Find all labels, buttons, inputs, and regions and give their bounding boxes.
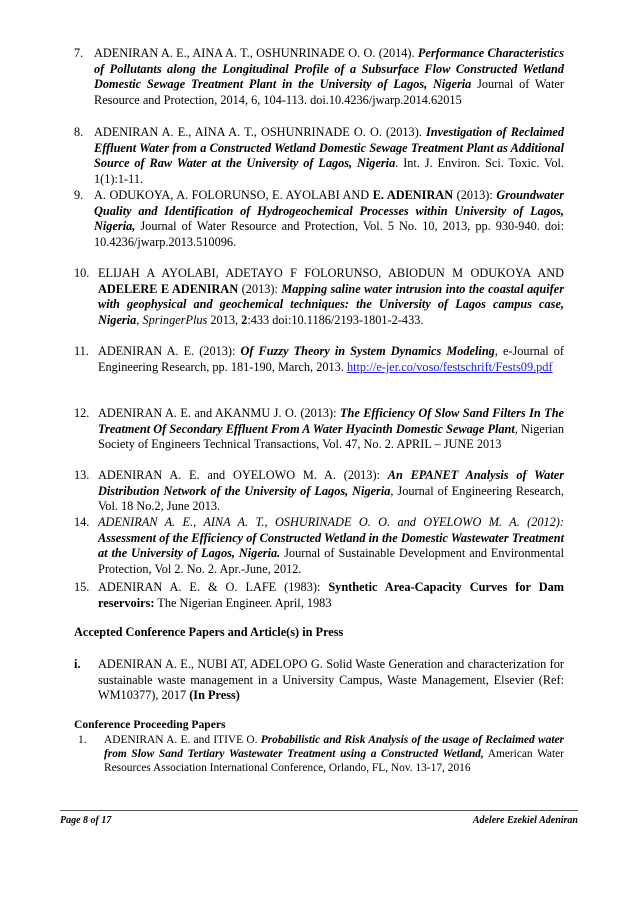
entry-doi: :433 doi:10.1186/2193-1801-2-433.: [247, 312, 424, 327]
entry-citation: , Journal of Engineering Research, Vol. 18 No.2, June 2013.: [98, 483, 564, 514]
entry-authors: ADENIRAN A. E. and AKANMU J. O. (2013):: [98, 406, 340, 420]
entry-citation: . Int. J. Environ. Sci. Toxic. Vol. 1(1):1-11.: [94, 156, 564, 186]
entry-number: 8.: [74, 125, 84, 139]
entry-authors: ADENIRAN A. E., AINA A. T., OSHUNRINADE O. O. (2014).: [94, 46, 418, 60]
conference-authors: ADENIRAN A. E. and ITIVE O.: [104, 734, 261, 746]
conference-papers-heading: Conference Proceeding Papers: [74, 718, 226, 731]
conference-title: Probabilistic and Risk Analysis of the usage of Reclaimed water from Slow Sand Tertiary Wastewater Treatment using a Constructed Wetland,: [104, 734, 564, 761]
entry-volume: 2: [241, 312, 248, 327]
publication-entry-8: [74, 125, 564, 187]
entry-citation: The Nigerian Engineer. April, 1983: [154, 595, 332, 610]
entry-number: 14.: [74, 515, 90, 529]
entry-authors: ADENIRAN A. E., AINA A. T., OSHUNRINADE O. O. (2013).: [94, 125, 426, 139]
entry-authors: ADENIRAN A. E. & O. LAFE (1983):: [98, 580, 329, 594]
accepted-papers-heading: Accepted Conference Papers and Article(s) in Press: [74, 625, 344, 639]
entry-citation: Journal of Sustainable Development and Environmental Protection, Vol 2. No. 2. Apr.-June, 2012.: [98, 546, 564, 576]
entry-title: Investigation of Reclaimed Effluent Water from a Constructed Wetland Domestic Sewage Treatment Plant as Additional Source of Raw Water at the University of Lagos, Nigeria: [94, 125, 564, 171]
entry-number: 11.: [74, 344, 89, 358]
footer-divider: [60, 810, 578, 811]
publication-entry-7: [74, 46, 564, 108]
entry-citation: 2013,: [207, 312, 242, 327]
entry-citation: Journal of Water Resource and Protection, Vol. 5 No. 10, 2013, pp. 930-940. doi: 10.4236/jwarp.2013.510096.: [94, 219, 564, 249]
entry-authors: ELIJAH A AYOLABI, ADETAYO F FOLORUNSO, ABIODUN M ODUKOYA AND: [98, 266, 564, 280]
entry-number: 15.: [74, 580, 90, 594]
entry-link[interactable]: http://e-jer.co/voso/festschrift/Fests09.pdf: [346, 359, 553, 374]
publication-entry-9: [74, 188, 564, 250]
entry-title: Of Fuzzy Theory in System Dynamics Modeling: [240, 344, 495, 358]
conference-citation: American Water Resources Association International Conference, Orlando, FL, Nov. 13-17, 2016: [104, 748, 564, 775]
entry-number: 12.: [74, 406, 90, 420]
entry-title: Mapping saline water intrusion into the coastal aquifer with geophysical and geochemical techniques: the University of Lagos campus case, Nigeria: [98, 281, 564, 327]
conference-entry-1: [74, 733, 564, 776]
entry-authors: ADENIRAN A. E. and OYELOWO M. A. (2013):: [98, 468, 388, 482]
page-number: Page 8 of 17: [60, 815, 112, 826]
entry-citation: Journal of Water Resource and Protection, 2014, 6, 104-113. doi.10.4236/jwarp.2014.62015: [94, 77, 564, 107]
publication-entry-15: [74, 580, 564, 611]
entry-title: An EPANET Analysis of Water Distribution Network of the University of Lagos, Nigeria: [98, 468, 564, 498]
accepted-entry-i: [74, 657, 564, 704]
publication-entry-14: [74, 515, 564, 577]
entry-authors: A. ODUKOYA, A. FOLORUNSO, E. AYOLABI AND: [94, 188, 373, 202]
entry-title: Synthetic Area-Capacity Curves for Dam reservoirs:: [98, 580, 564, 610]
entry-number: 13.: [74, 468, 90, 482]
entry-number: 7.: [74, 46, 84, 60]
entry-authors: ADENIRAN A. E. (2013):: [98, 344, 241, 358]
publication-entry-10: [74, 266, 564, 328]
publication-entry-11: [74, 344, 564, 375]
entry-separator: ,: [136, 312, 143, 327]
entry-number: 9.: [74, 188, 84, 202]
entry-title: Performance Characteristics of Pollutants along the Longitudinal Profile of a Subsurface Flow Constructed Wetland Domestic Sewage Treatment Plant in the University of Lagos, Nigeria: [94, 46, 564, 92]
footer-author: Adelere Ezekiel Adeniran: [472, 815, 578, 826]
entry-citation: , e-Journal of Engineering Research, pp. 181-190, March, 2013.: [98, 344, 564, 374]
entry-title: Groundwater Quality and Identification of Hydrogeochemical Processes within University of Lagos, Nigeria,: [94, 188, 564, 234]
entry-year: (2013):: [453, 188, 497, 202]
accepted-entry-status: (In Press): [189, 688, 240, 703]
entry-number: 10.: [74, 266, 90, 280]
entry-year: (2013):: [238, 281, 282, 296]
entry-title: Assessment of the Efficiency of Constructed Wetland in the Domestic Wastewater Treatment at the University of Lagos, Nigeria.: [98, 530, 564, 561]
publication-entry-12: [74, 406, 564, 453]
accepted-entry-text: ADENIRAN A. E., NUBI AT, ADELOPO G. Solid Waste Generation and characterization for sustainable waste management in a University Campus, Waste Management, Elsevier (Ref: WM10377), 2017: [98, 657, 564, 703]
entry-journal: SpringerPlus: [142, 312, 208, 327]
publication-entry-13: [74, 468, 564, 515]
entry-number: i.: [74, 657, 81, 671]
entry-title: The Efficiency Of Slow Sand Filters In The Treatment Of Secondary Effluent From A Water Hyacinth Domestic Sewage Plant: [98, 406, 564, 436]
entry-number: 1.: [78, 734, 87, 746]
entry-author-highlight: ADELERE E ADENIRAN: [98, 281, 239, 296]
entry-citation: , Nigerian Society of Engineers Technical Transactions, Vol. 47, No. 2. APRIL – JUNE 2013: [98, 421, 564, 452]
entry-authors: ADENIRAN A. E., AINA A. T., OSHURINADE O. O. and OYELOWO M. A. (2012):: [98, 515, 564, 529]
entry-author-highlight: E. ADENIRAN: [372, 188, 454, 202]
